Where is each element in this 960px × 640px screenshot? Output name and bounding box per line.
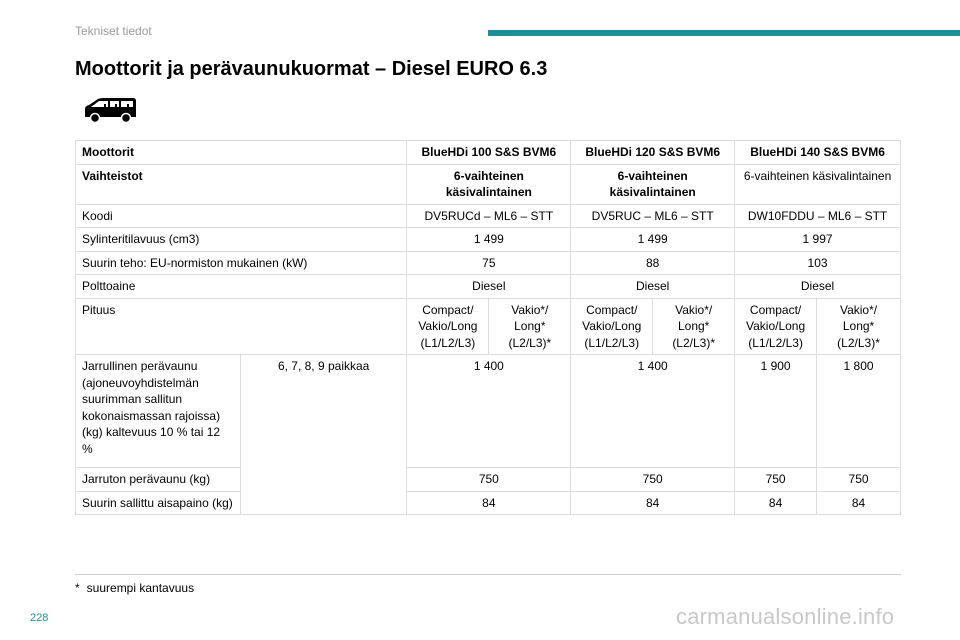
gearbox-value: 6-vaihteinen käsivalintainen (735, 164, 901, 204)
power-value: 75 (407, 251, 571, 275)
seats-label: 6, 7, 8, 9 paikkaa (240, 355, 407, 515)
unbraked-trailer-value: 750 (735, 468, 817, 492)
braked-trailer-label: Jarrullinen perävaunu (ajoneuvoyhdistelmän suurimman sallitun kokonaismassan rajoissa) (kg) kaltevuus 10 % tai 12 % (76, 355, 241, 468)
fuel-label: Polttoaine (76, 275, 407, 299)
van-icon (82, 96, 138, 124)
table-row (76, 228, 901, 252)
watermark: carmanualsonline.info (676, 604, 895, 629)
unbraked-trailer-value: 750 (817, 468, 901, 492)
page-number: 228 (30, 612, 49, 624)
power-label: Suurin teho: EU-normiston mukainen (kW) (76, 251, 407, 275)
displacement-value: 1 499 (571, 228, 735, 252)
gearbox-value: 6-vaihteinen käsivalintainen (571, 164, 735, 204)
page-title: Moottorit ja perävaunukuormat – Diesel EURO 6.3 (75, 58, 548, 80)
code-value: DV5RUC – ML6 – STT (571, 204, 735, 228)
fuel-value: Diesel (735, 275, 901, 299)
length-value: Compact/ Vakio/Long (L1/L2/L3) (571, 298, 653, 355)
engine-header: BlueHDi 140 S&S BVM6 (735, 141, 901, 165)
header-accent-bar (488, 30, 960, 36)
section-label: Tekniset tiedot (75, 24, 152, 38)
fuel-value: Diesel (571, 275, 735, 299)
braked-trailer-value: 1 400 (407, 355, 571, 468)
braked-trailer-value: 1 800 (817, 355, 901, 468)
length-value: Vakio*/ Long* (L2/L3)* (817, 298, 901, 355)
engine-header: BlueHDi 120 S&S BVM6 (571, 141, 735, 165)
displacement-value: 1 499 (407, 228, 571, 252)
footnote (75, 581, 194, 595)
nose-weight-value: 84 (407, 491, 571, 515)
gearbox-label: Vaihteistot (76, 164, 407, 204)
table-row (76, 204, 901, 228)
table-row (76, 468, 901, 492)
length-value: Vakio*/ Long* (L2/L3)* (489, 298, 571, 355)
nose-weight-label: Suurin sallittu aisapaino (kg) (76, 491, 241, 515)
gearbox-value: 6-vaihteinen käsivalintainen (407, 164, 571, 204)
footnote-text: suurempi kantavuus (86, 581, 195, 595)
displacement-label: Sylinteritilavuus (cm3) (76, 228, 407, 252)
code-value: DW10FDDU – ML6 – STT (735, 204, 901, 228)
unbraked-trailer-value: 750 (407, 468, 571, 492)
power-value: 103 (735, 251, 901, 275)
nose-weight-value: 84 (571, 491, 735, 515)
table-row (76, 355, 901, 468)
footnote-mark: * (75, 581, 80, 595)
power-value: 88 (571, 251, 735, 275)
engines-label: Moottorit (76, 141, 407, 165)
displacement-value: 1 997 (735, 228, 901, 252)
table-row (76, 251, 901, 275)
nose-weight-value: 84 (817, 491, 901, 515)
unbraked-trailer-label: Jarruton perävaunu (kg) (76, 468, 241, 492)
fuel-value: Diesel (407, 275, 571, 299)
table-row (76, 164, 901, 204)
unbraked-trailer-value: 750 (571, 468, 735, 492)
code-value: DV5RUCd – ML6 – STT (407, 204, 571, 228)
engine-spec-table (75, 140, 901, 515)
code-label: Koodi (76, 204, 407, 228)
length-value: Compact/ Vakio/Long (L1/L2/L3) (735, 298, 817, 355)
nose-weight-value: 84 (735, 491, 817, 515)
length-value: Compact/ Vakio/Long (L1/L2/L3) (407, 298, 489, 355)
footnote-divider (75, 574, 901, 575)
table-row (76, 275, 901, 299)
length-value: Vakio*/ Long* (L2/L3)* (653, 298, 735, 355)
table-header-row (76, 141, 901, 165)
engine-header: BlueHDi 100 S&S BVM6 (407, 141, 571, 165)
braked-trailer-value: 1 400 (571, 355, 735, 468)
table-row (76, 298, 901, 355)
table-row (76, 491, 901, 515)
braked-trailer-value: 1 900 (735, 355, 817, 468)
length-label: Pituus (76, 298, 407, 355)
